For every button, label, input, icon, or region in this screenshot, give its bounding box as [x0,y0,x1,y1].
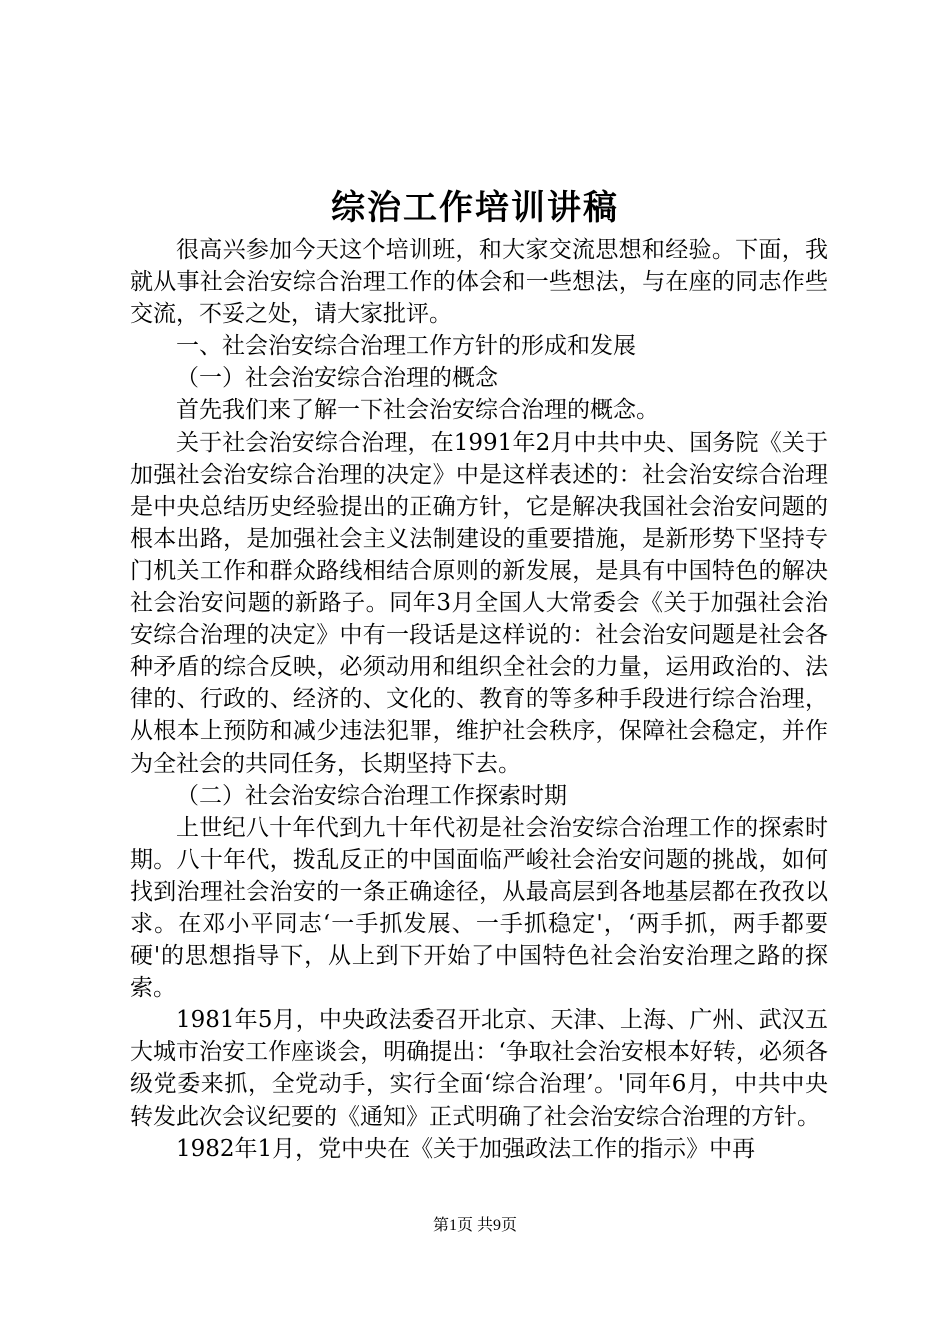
document-title: 综治工作培训讲稿 [331,188,619,228]
paragraph-exploration: 上世纪八十年代到九十年代初是社会治安综合治理工作的探索时期。八十年代，拨乱反正的中国面临严峻社会治安问题的挑战，如何找到治理社会治安的一条正确途径，从最高层到各地基层都在孜孜以求。在邓小平同志‘一手抓发展、一手抓稳定'，‘两手抓，两手都要硬'的思想指导下，从上到下开始了中国特色社会治安治理之路的探索。 [130,814,828,1002]
paragraph-intro: 很高兴参加今天这个培训班，和大家交流思想和经验。下面，我就从事社会治安综合治理工作的体会和一些想法，与在座的同志作些交流，不妥之处，请大家批评。 [130,237,828,328]
paragraph-1982: 1982年1月，党中央在《关于加强政法工作的指示》中再 [176,1135,756,1162]
subsection-heading-1: （一）社会治安综合治理的概念 [176,365,498,392]
paragraph-concept-intro: 首先我们来了解一下社会治安综合治理的概念。 [176,397,659,424]
paragraph-1981: 1981年5月，中央政法委召开北京、天津、上海、广州、武汉五大城市治安工作座谈会，明确提出：‘争取社会治安根本好转，必须各级党委来抓，全党动手，实行全面‘综合治理’。'同年6月，中共中央转发此次会议纪要的《通知》正式明确了社会治安综合治理的方针。 [130,1007,828,1130]
page-footer: 第1页 共9页 [432,1217,517,1234]
document-body [130,234,828,1165]
subsection-heading-2: （二）社会治安综合治理工作探索时期 [176,782,567,809]
section-heading-1: 一、社会治安综合治理工作方针的形成和发展 [176,333,636,360]
paragraph-concept-definition: 关于社会治安综合治理，在1991年2月中共中央、国务院《关于加强社会治安综合治理的决定》中是这样表述的：社会治安综合治理是中央总结历史经验提出的正确方针，它是解决我国社会治安问题的根本出路，是加强社会主义法制建设的重要措施，是新形势下坚持专门机关工作和群众路线相结合原则的新发展，是具有中国特色的解决社会治安问题的新路子。同年3月全国人大常委会《关于加强社会治安综合治理的决定》中有一段话是这样说的：社会治安问题是社会各种矛盾的综合反映，必须动用和组织全社会的力量，运用政治的、法律的、行政的、经济的、文化的、教育的等多种手段进行综合治理，从根本上预防和减少违法犯罪，维护社会秩序，保障社会稳定，并作为全社会的共同任务，长期坚持下去。 [130,429,828,777]
